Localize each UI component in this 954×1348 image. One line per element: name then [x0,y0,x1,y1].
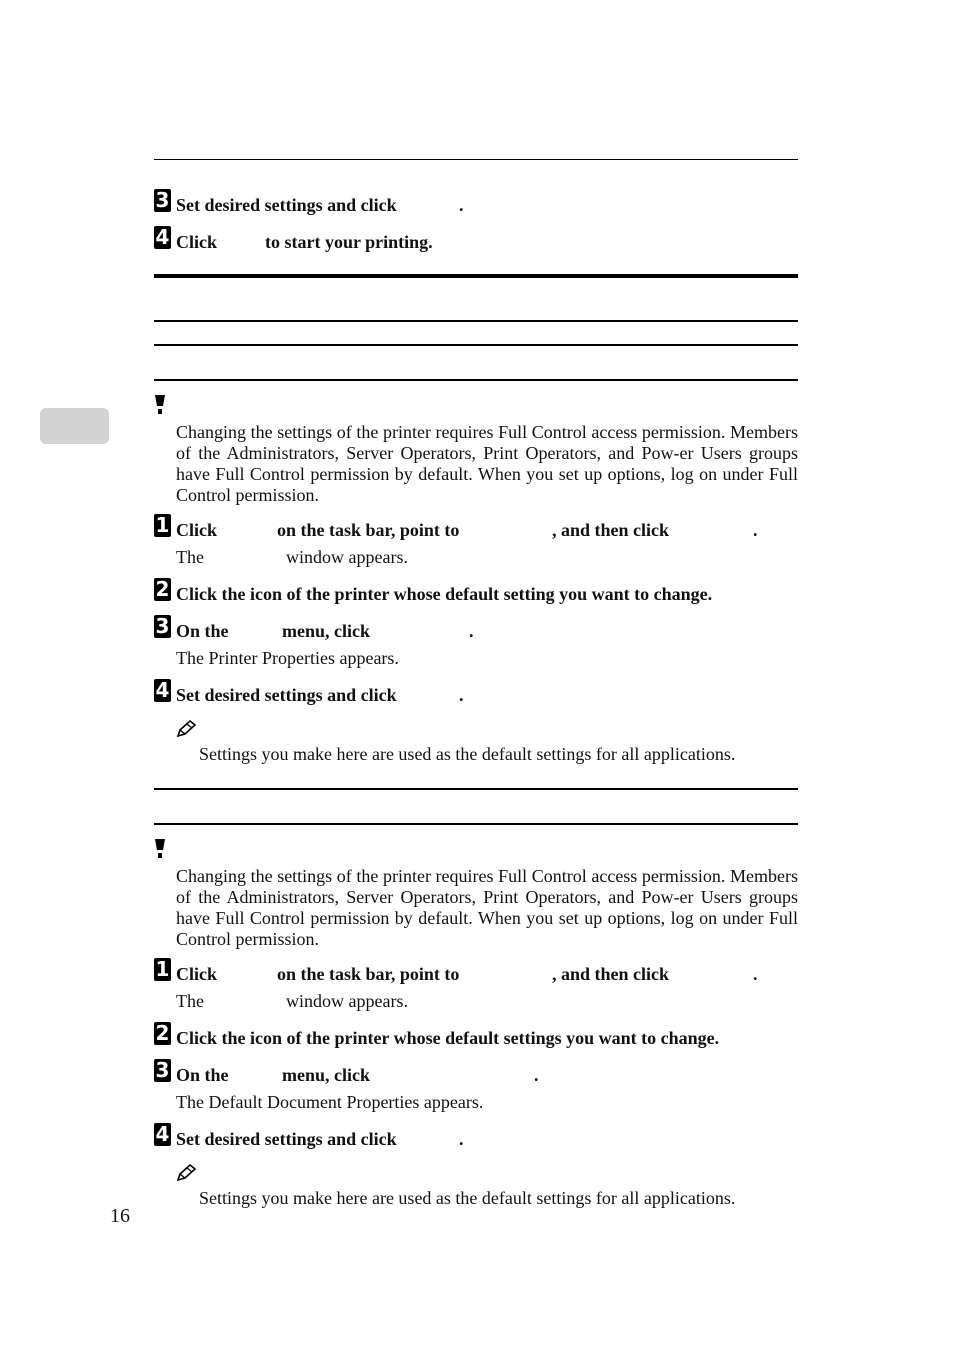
step-result: window appears. [286,991,408,1011]
note-pencil-icon [176,720,196,738]
note-text: Settings you make here are used as the default settings for all applications. [199,1188,736,1208]
step-text: menu, click [282,1065,370,1085]
page-number: 16 [110,1205,130,1227]
important-text: Changing the settings of the printer requires Full Control access permission. Members of the Administrators, Server Operators, Print Operators, and Pow-er Users groups have Full Control permission by default. When you set up options, log on under Full Control permission. [176,422,798,505]
step-text: On the [176,621,229,641]
section-rule [154,344,798,346]
step-1 [154,514,798,538]
step-text: Click [176,232,218,252]
important-bulb-icon [153,838,167,860]
step-text: on the task bar, point to [277,520,460,540]
step-text: Click the icon of the printer whose default settings you want to change. [176,1028,720,1048]
section-rule [154,379,798,381]
step-number-icon: 4 [155,225,170,249]
step-3 [154,615,798,639]
step-number-icon: 4 [155,678,170,702]
step-text: Click the icon of the printer whose default setting you want to change. [176,584,713,604]
step-text-end: . [459,195,464,215]
step-result: The [176,547,204,567]
section-rule [154,823,798,825]
step-text: , and then click [552,964,670,984]
step-1 [154,958,798,982]
section-rule [154,788,798,790]
step-text: menu, click [282,621,370,641]
note-text: Settings you make here are used as the default settings for all applications. [199,744,736,764]
step-4 [154,1123,798,1147]
step-result: The Default Document Properties appears. [176,1092,484,1112]
section-rule [154,320,798,322]
chapter-tab [40,408,109,444]
step-text-end: to start your printing. [265,232,433,252]
step-4-top [154,226,798,250]
step-text: . [753,520,758,540]
step-2 [154,578,798,602]
section-rule-heavy [154,274,798,278]
step-number-icon: 3 [155,1058,170,1082]
step-number-icon: 2 [155,577,170,601]
step-text: Set desired settings and click [176,1129,397,1149]
step-result: window appears. [286,547,408,567]
step-number-icon: 4 [155,1122,170,1146]
step-number-icon: 3 [155,614,170,638]
step-text: Click [176,964,218,984]
step-result: The Printer Properties appears. [176,648,399,668]
step-text: . [753,964,758,984]
step-text: . [459,1129,464,1149]
step-text: . [459,685,464,705]
important-bulb-icon [153,394,167,416]
step-3-top [154,189,798,213]
step-text: on the task bar, point to [277,964,460,984]
step-number-icon: 2 [155,1021,170,1045]
step-4 [154,679,798,703]
step-text: , and then click [552,520,670,540]
step-3 [154,1059,798,1083]
step-number-icon: 3 [155,188,170,212]
step-number-icon: 1 [155,513,170,537]
step-text: . [469,621,474,641]
step-number-icon: 1 [155,957,170,981]
step-text: Set desired settings and click [176,685,397,705]
important-text: Changing the settings of the printer requires Full Control access permission. Members of the Administrators, Server Operators, Print Operators, and Pow-er Users groups have Full Control permission by default. When you set up options, log on under Full Control permission. [176,866,798,949]
step-text: . [534,1065,539,1085]
note-pencil-icon [176,1164,196,1182]
header-rule [154,159,798,160]
step-2 [154,1022,798,1046]
step-text: On the [176,1065,229,1085]
step-result: The [176,991,204,1011]
step-text: Set desired settings and click [176,195,397,215]
step-text: Click [176,520,218,540]
